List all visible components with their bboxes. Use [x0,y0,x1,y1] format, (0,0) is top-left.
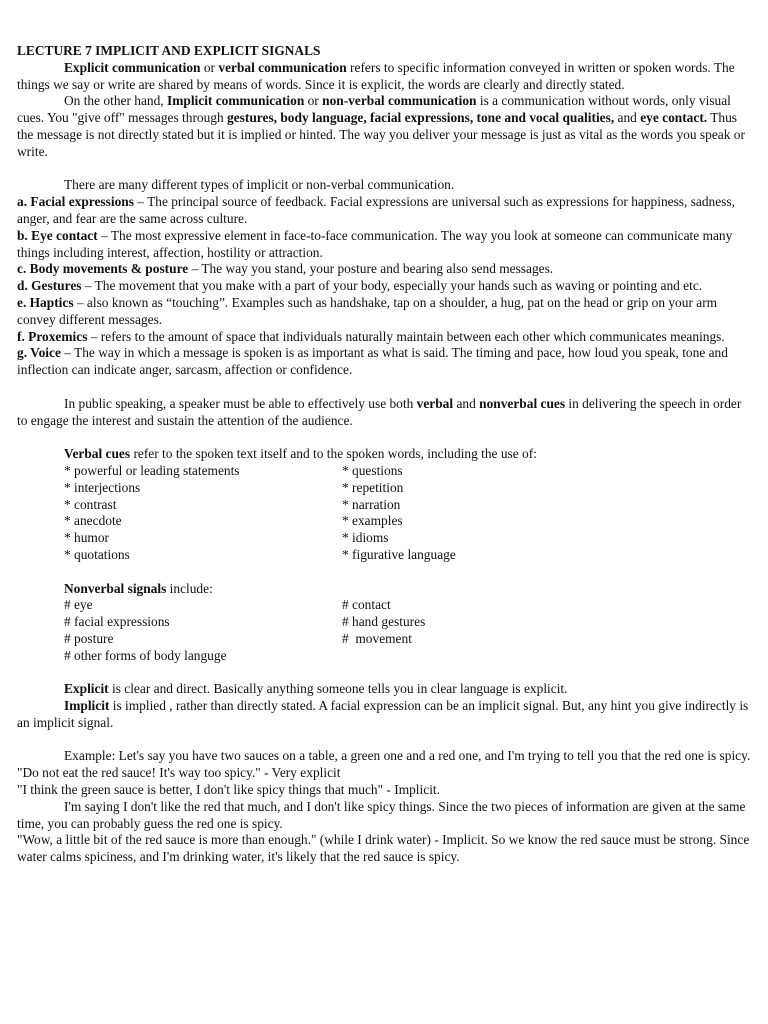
verbal-cues-heading: Verbal cues refer to the spoken text itself and to the spoken words, including the use of: [64,446,537,462]
types-intro: There are many different types of implicit or non-verbal communication. [64,177,455,193]
list-item: # facial expressions [64,614,170,630]
verbal-cues-list [17,463,751,564]
type-item: b. Eye contact – The most expressive element in face-to-face communication. The way you look at someone can communicate many things including interest, affection, hostility or attraction. [17,227,733,260]
list-item: * anecdote [64,513,122,529]
explicit-paragraph: Explicit communication or verbal communication refers to specific information conveyed in written or spoken words. The things we say or write are shared by means of words. Since it is explicit, the words are clearly and directly stated. [17,59,735,92]
lecture-title: LECTURE 7 IMPLICIT AND EXPLICIT SIGNALS [17,43,321,58]
list-item: # eye [64,597,93,613]
explicit-definition: Explicit is clear and direct. Basically anything someone tells you in clear language is explicit. [64,681,568,697]
list-item: * examples [342,513,403,529]
nonverbal-signals-heading: Nonverbal signals include: [64,580,213,596]
list-item: # contact [342,597,391,613]
list-item: # other forms of body languge [64,647,227,663]
example-explanation: I'm saying I don't like the red that much, and I don't like spicy things. Since the two pieces of information are given at the same time, you can probably guess the red one is spicy. [17,798,746,831]
list-item: * narration [342,496,401,512]
type-item: c. Body movements & posture – The way you stand, your posture and bearing also send messages. [17,261,554,277]
list-item: # hand gestures [342,614,426,630]
implicit-paragraph: On the other hand, Implicit communication or non-verbal communication is a communication without words, only visual cues. You "give off" messages through gestures, body language, facial expressions, tone and vocal qualities, and eye contact. Thus the message is not directly stated but it is implied or hinted. The way you deliver your message is just as vital as the words you speak or write. [17,93,745,159]
list-item: # movement [342,630,412,646]
type-item: f. Proxemics – refers to the amount of space that individuals naturally maintain between each other which communicates meanings. [17,328,725,344]
list-item: * idioms [342,530,389,546]
type-item: a. Facial expressions – The principal source of feedback. Facial expressions are universal such as expressions for happiness, sadness, anger, and fear are the same across culture. [17,194,735,226]
example-quote: "Do not eat the red sauce! It's way too spicy." - Very explicit [17,765,341,781]
example-intro: Example: Let's say you have two sauces on a table, a green one and a red one, and I'm trying to tell you that the red one is spicy. [64,748,751,764]
document-page [17,43,751,866]
list-item: # posture [64,630,114,646]
list-item: * quotations [64,546,130,562]
list-item: * questions [342,462,403,478]
type-item: e. Haptics – also known as “touching”. Examples such as handshake, tap on a shoulder, a hug, pat on the head or grip on your arm convey different messages. [17,294,718,327]
list-item: * figurative language [342,546,456,562]
list-item: * powerful or leading statements [64,462,240,478]
list-item: * contrast [64,496,117,512]
public-speaking-paragraph: In public speaking, a speaker must be able to effectively use both verbal and nonverbal cues in delivering the speech in order to engage the interest and sustain the attention of the audience. [17,395,742,428]
example-quote: "Wow, a little bit of the red sauce is more than enough." (while I drink water) - Implicit. So we know the red sauce must be strong. Since water calms spiciness, and I'm drinking water, it's likely that the red sauce is spicy. [17,832,750,865]
nonverbal-signals-list [17,597,751,664]
list-item: * humor [64,530,110,546]
type-item: d. Gestures – The movement that you make with a part of your body, especially your hands such as waving or pointing and etc. [17,278,703,294]
example-quote: "I think the green sauce is better, I don't like spicy things that much" - Implicit. [17,782,440,798]
implicit-definition: Implicit is implied , rather than directly stated. A facial expression can be an implicit signal. But, any hint you give indirectly is an implicit signal. [17,698,749,730]
list-item: * repetition [342,479,404,495]
list-item: * interjections [64,479,141,495]
type-item: g. Voice – The way in which a message is spoken is as important as what is said. The timing and pace, how loud you speak, tone and inflection can indicate anger, sarcasm, affection or confidence. [17,345,728,378]
